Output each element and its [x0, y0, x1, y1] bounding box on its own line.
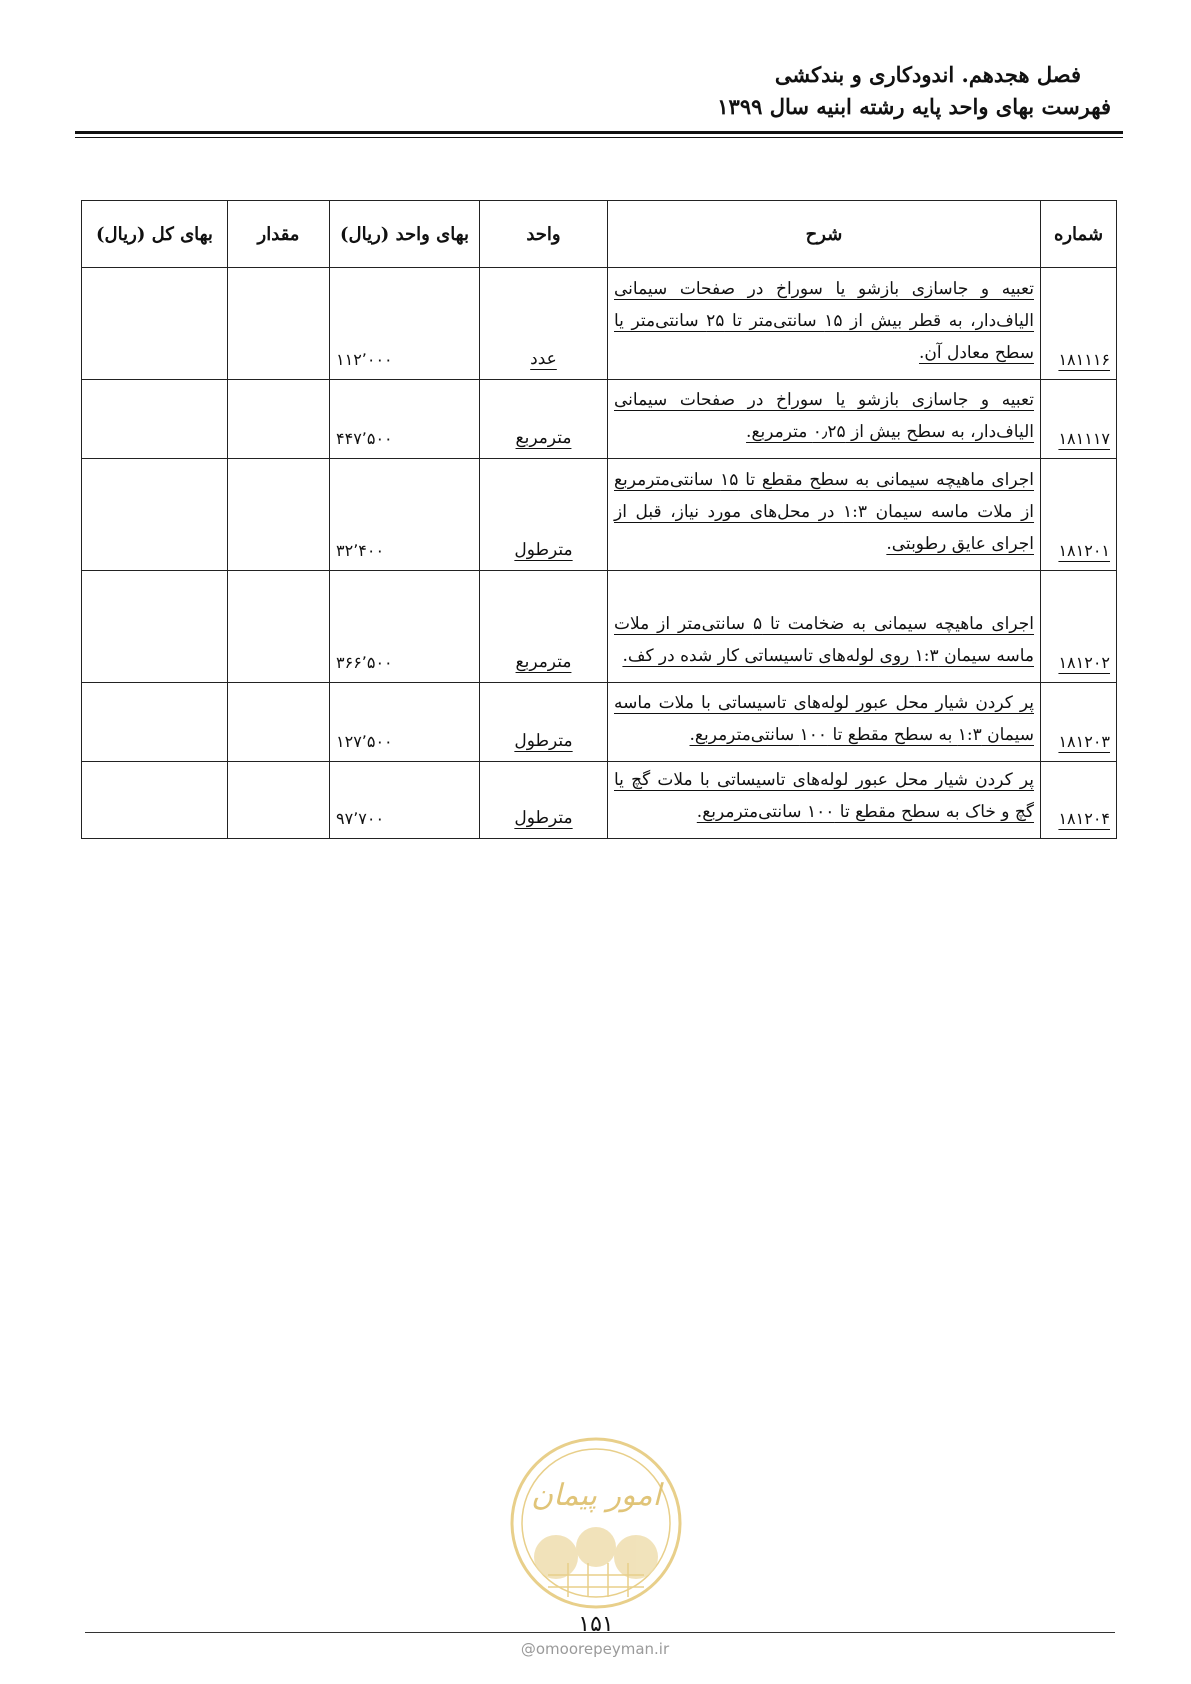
- table-header-row: [82, 201, 1117, 268]
- item-total-price: [82, 380, 228, 459]
- item-description: پر کردن شیار محل عبور لوله‌های تاسیساتی با ملات ماسه سیمان ۱:۳ به سطح مقطع تا ۱۰۰ سانتی‌مترمربع.: [614, 693, 1034, 745]
- item-total-price: [82, 571, 228, 683]
- footer-rule: [85, 1632, 1115, 1633]
- watermark-text: @omoorepeyman.ir: [520, 1640, 670, 1658]
- item-total-price: [82, 762, 228, 839]
- item-unit: مترطول: [514, 731, 573, 751]
- chapter-title: فصل هجدهم. اندودکاری و بندکشی: [774, 62, 1081, 87]
- item-code: ۱۸۱۲۰۱: [1058, 541, 1110, 560]
- item-quantity: [228, 762, 330, 839]
- seal-logo: [508, 1435, 684, 1611]
- item-unit: عدد: [530, 349, 557, 369]
- header-unit: واحد: [480, 201, 608, 268]
- header-quantity: مقدار: [228, 201, 330, 268]
- item-description: اجرای ماهیچه سیمانی به سطح مقطع تا ۱۵ سانتی‌مترمربع از ملات ماسه سیمان ۱:۳ در محل‌های مورد نیاز، قبل از اجرای عایق رطوبتی.: [614, 470, 1035, 554]
- item-total-price: [82, 268, 228, 380]
- header-rule-thick: [75, 131, 1123, 134]
- header-total-price: بهای کل (ریال): [82, 201, 228, 268]
- item-unit-price: ۴۴۷٬۵۰۰: [330, 380, 480, 459]
- item-code: ۱۸۱۱۱۷: [1058, 429, 1110, 448]
- table-row: [82, 571, 1117, 683]
- item-quantity: [228, 683, 330, 762]
- table-row: [82, 268, 1117, 380]
- item-description: تعبیه و جاسازی بازشو یا سوراخ در صفحات سیمانی الیاف‌دار، به سطح بیش از ۰٫۲۵ مترمربع.: [614, 390, 1034, 442]
- header-rule-thin: [75, 137, 1123, 138]
- table-row: [82, 762, 1117, 839]
- item-unit: مترطول: [514, 808, 573, 828]
- page-header: [61, 60, 1111, 124]
- item-total-price: [82, 683, 228, 762]
- item-unit-price: ۹۷٬۷۰۰: [330, 762, 480, 839]
- item-description: پر کردن شیار محل عبور لوله‌های تاسیساتی با ملات گچ یا گچ و خاک به سطح مقطع تا ۱۰۰ سانتی‌مترمربع.: [614, 770, 1034, 822]
- page-number: ۱۵۱: [578, 1612, 614, 1637]
- item-quantity: [228, 571, 330, 683]
- item-unit: مترطول: [514, 540, 573, 560]
- document-subtitle: فهرست بهای واحد پایه رشته ابنیه سال ۱۳۹۹: [717, 94, 1111, 119]
- item-quantity: [228, 380, 330, 459]
- item-code: ۱۸۱۲۰۲: [1058, 653, 1110, 672]
- item-code: ۱۸۱۲۰۴: [1058, 809, 1110, 828]
- item-unit-price: ۱۱۲٬۰۰۰: [330, 268, 480, 380]
- item-unit: مترمربع: [515, 428, 572, 448]
- item-description: تعبیه و جاسازی بازشو یا سوراخ در صفحات سیمانی الیاف‌دار، به قطر بیش از ۱۵ سانتی‌متر تا ۲۵ سانتی‌متر یا سطح معادل آن.: [614, 279, 1035, 363]
- price-list-table: [81, 200, 1117, 839]
- item-unit-price: ۱۲۷٬۵۰۰: [330, 683, 480, 762]
- header-unit-price: بهای واحد (ریال): [330, 201, 480, 268]
- header-description: شرح: [608, 201, 1041, 268]
- item-unit-price: ۳۶۶٬۵۰۰: [330, 571, 480, 683]
- item-quantity: [228, 459, 330, 571]
- item-unit: مترمربع: [515, 652, 572, 672]
- item-unit-price: ۳۲٬۴۰۰: [330, 459, 480, 571]
- item-total-price: [82, 459, 228, 571]
- table-row: [82, 459, 1117, 571]
- item-code: ۱۸۱۱۱۶: [1058, 350, 1110, 369]
- header-code: شماره: [1041, 201, 1117, 268]
- table-row: [82, 683, 1117, 762]
- item-code: ۱۸۱۲۰۳: [1058, 732, 1110, 751]
- seal-text: امور پیمان: [531, 1478, 661, 1513]
- table-row: [82, 380, 1117, 459]
- item-description: اجرای ماهیچه سیمانی به ضخامت تا ۵ سانتی‌متر از ملات ماسه سیمان ۱:۳ روی لوله‌های تاسیساتی کار شده در کف.: [614, 614, 1035, 666]
- item-quantity: [228, 268, 330, 380]
